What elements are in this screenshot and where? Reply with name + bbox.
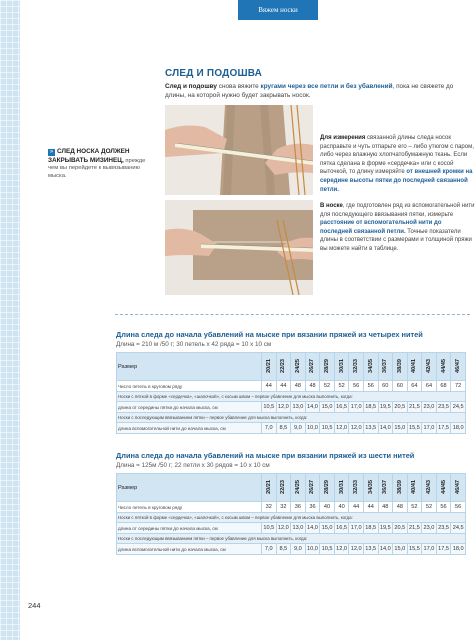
- size-header-row-cell-text: 32/33: [353, 479, 360, 494]
- table1-subtitle: Длина = 210 м /50 г; 30 петель x 42 ряда = 10 x 10 см: [116, 341, 272, 348]
- heart-heel-length-row-cell: 16,5: [334, 402, 349, 413]
- size-header-row-cell: [334, 474, 349, 502]
- stitches-row-cell: 48: [305, 381, 320, 392]
- size-header-row-cell-text: 46/47: [455, 479, 462, 494]
- heart-heel-length-row-cell: 17,0: [349, 402, 364, 413]
- heart-heel-length-row-cell: 24,5: [451, 402, 466, 413]
- heart-heel-length-row-cell: 23,5: [436, 402, 451, 413]
- stitches-row-label: Число петель в круговом ряду: [117, 381, 262, 392]
- heart-heel-length-row-cell: 24,5: [451, 523, 466, 534]
- side-tip-title: СЛЕД НОСКА ДОЛЖЕН ЗАКРЫВАТЬ МИЗИНЕЦ,: [48, 148, 130, 164]
- size-header-row: [117, 353, 466, 381]
- heart-heel-length-row-cell: 18,5: [363, 402, 378, 413]
- table2-title: Длина следа до начала убавлений на мыске при вязании пряжей из шести нитей: [116, 451, 415, 460]
- aux-thread-length-row: [117, 423, 466, 434]
- side-tip-text: прежде чем вы перейдете к вывязыванию мыска.: [48, 157, 146, 179]
- aux-thread-note-row-text: Носки с последующим ввязыванием пятки – первое убавление для мыска выполнить, когда:: [117, 534, 466, 544]
- size-header-row-cell-text: 40/41: [411, 479, 418, 494]
- stitches-row-cell: 56: [363, 381, 378, 392]
- size-header-row-cell: [363, 474, 378, 502]
- size-header-row-cell: [305, 353, 320, 381]
- size-header-row-cell-text: 44/45: [440, 479, 447, 494]
- stitches-row: [117, 381, 466, 392]
- size-header-row-cell-text: 38/39: [396, 479, 403, 494]
- size-header-row-cell: [305, 474, 320, 502]
- stitches-row-cell: 32: [276, 502, 291, 513]
- size-header-row-cell: [393, 353, 408, 381]
- aux-thread-length-row-cell: 12,0: [349, 423, 364, 434]
- heart-heel-length-row-cell: 19,5: [378, 523, 393, 534]
- heart-heel-length-row-cell: 15,0: [320, 402, 335, 413]
- stitches-row-cell: 40: [334, 502, 349, 513]
- aux-thread-length-row-cell: 14,0: [378, 544, 393, 555]
- size-header-row-cell-text: 34/35: [367, 358, 374, 373]
- heart-heel-length-row-label: длина от середины пятки до начала мыска, см: [117, 523, 262, 534]
- size-header-row-cell: [262, 474, 277, 502]
- size-header-row-cell: [378, 353, 393, 381]
- sock-blue: расстояние от вспомогательной нити до последней связанной петли.: [320, 220, 442, 235]
- stitches-row-cell: 60: [378, 381, 393, 392]
- stitches-row-cell: 44: [363, 502, 378, 513]
- size-header-row-cell-text: 30/31: [338, 479, 345, 494]
- size-header-row-cell: [334, 353, 349, 381]
- aux-thread-length-row-cell: 15,5: [407, 423, 422, 434]
- heart-heel-length-row-cell: 23,0: [422, 402, 437, 413]
- size-header-row-cell-text: 36/37: [382, 358, 389, 373]
- size-header-row-cell: [276, 474, 291, 502]
- size-header-row-cell: [436, 474, 451, 502]
- aux-thread-length-row-cell: 14,0: [378, 423, 393, 434]
- stitches-row-cell: 56: [349, 381, 364, 392]
- section-divider: [115, 314, 470, 315]
- stitches-row-cell: 44: [276, 381, 291, 392]
- heart-heel-length-row-cell: 12,0: [276, 523, 291, 534]
- aux-thread-length-row-cell: 15,0: [393, 423, 408, 434]
- measure-bold: Для измерения: [320, 135, 366, 141]
- sock-paragraph: [320, 202, 475, 254]
- heart-heel-length-row-cell: 14,0: [305, 402, 320, 413]
- size-header-row-cell: [407, 353, 422, 381]
- aux-thread-length-row-cell: 18,0: [451, 544, 466, 555]
- aux-thread-length-row-cell: 13,5: [363, 423, 378, 434]
- stitches-row-cell: 36: [291, 502, 306, 513]
- aux-thread-length-row-cell: 12,0: [334, 423, 349, 434]
- tip-marker-icon: »: [49, 149, 54, 155]
- size-header-row-cell: [393, 474, 408, 502]
- measure-blue: от внешней кромки на середине высоты пятки до последней связанной петли.: [320, 169, 473, 193]
- size-header-row-cell-text: 42/43: [425, 358, 432, 373]
- stitches-row-cell: 48: [393, 502, 408, 513]
- photo-measuring-sole-image: [165, 105, 313, 195]
- size-header-row-cell: [436, 353, 451, 381]
- size-header-row-cell: [422, 353, 437, 381]
- section-heading: СЛЕД И ПОДОШВА: [165, 68, 263, 79]
- size-header-row-cell-text: 34/35: [367, 479, 374, 494]
- size-header-row-cell: [349, 474, 364, 502]
- aux-thread-length-row-cell: 10,5: [320, 423, 335, 434]
- aux-thread-length-row-cell: 10,0: [305, 544, 320, 555]
- heart-heel-length-row-cell: 19,5: [378, 402, 393, 413]
- heart-heel-length-row-cell: 13,0: [291, 523, 306, 534]
- aux-thread-note-row: [117, 534, 466, 544]
- size-header-row: [117, 474, 466, 502]
- heart-heel-length-row-cell: 18,5: [363, 523, 378, 534]
- heart-heel-note-row-text: Носки с пяткой в форме «сердечка», «шапочкой», с косым швом – первое убавление для мыска выполнить, когда:: [117, 392, 466, 402]
- heart-heel-note-row: [117, 513, 466, 523]
- size-header-row-cell-text: 28/29: [324, 479, 331, 494]
- aux-thread-length-row-cell: 7,0: [262, 423, 277, 434]
- size-table-six-ply: [116, 473, 466, 555]
- aux-thread-note-row-text: Носки с последующим ввязыванием пятки – первое убавление для мыска выполнить, когда:: [117, 413, 466, 423]
- heart-heel-length-row-cell: 23,5: [436, 523, 451, 534]
- intro-paragraph: [165, 82, 465, 100]
- aux-thread-length-row-cell: 13,5: [363, 544, 378, 555]
- size-header-row-cell-text: 46/47: [455, 358, 462, 373]
- size-table-four-ply: [116, 352, 466, 434]
- aux-thread-length-row-cell: 18,0: [451, 423, 466, 434]
- heart-heel-length-row-cell: 14,0: [305, 523, 320, 534]
- aux-thread-length-row-cell: 12,0: [349, 544, 364, 555]
- aux-thread-length-row-cell: 17,0: [422, 544, 437, 555]
- size-header-row-cell-text: 38/39: [396, 358, 403, 373]
- heart-heel-length-row-label: длина от середины пятки до начала мыска, см: [117, 402, 262, 413]
- aux-thread-length-row-cell: 8,5: [276, 544, 291, 555]
- photo-measuring-sole: [165, 105, 313, 195]
- heart-heel-length-row-cell: 23,0: [422, 523, 437, 534]
- stitches-row-label: Число петель в круговом ряду: [117, 502, 262, 513]
- size-header-row-cell-text: 28/29: [324, 358, 331, 373]
- aux-thread-length-row-cell: 9,0: [291, 423, 306, 434]
- size-header-row-label: Размер: [117, 474, 262, 502]
- aux-thread-length-row-cell: 17,0: [422, 423, 437, 434]
- stitches-row-cell: 64: [422, 381, 437, 392]
- size-header-row-cell: [291, 353, 306, 381]
- aux-thread-length-row-cell: 9,0: [291, 544, 306, 555]
- page: [20, 0, 475, 640]
- stitches-row: [117, 502, 466, 513]
- size-header-row-cell-text: 40/41: [411, 358, 418, 373]
- stitches-row-cell: 44: [349, 502, 364, 513]
- size-header-row-cell: [320, 474, 335, 502]
- size-header-row-cell-text: 24/25: [294, 358, 301, 373]
- stitches-row-cell: 72: [451, 381, 466, 392]
- size-header-row-cell: [451, 474, 466, 502]
- measure-text: связанной длины следа носок расправьте и чуть отпарьте его – либо утюгом с паром, либо через влажную хлопчатобумажную ткань. Если пятка сделана в форме «сердечка» или с косой выточкой, то длину измеряйте: [320, 135, 474, 176]
- size-header-row-cell-text: 44/45: [440, 358, 447, 373]
- aux-thread-length-row: [117, 544, 466, 555]
- size-header-row-cell-text: 36/37: [382, 479, 389, 494]
- heart-heel-length-row-cell: 21,5: [407, 402, 422, 413]
- measure-paragraph: [320, 134, 475, 194]
- stitches-row-cell: 36: [305, 502, 320, 513]
- aux-thread-length-row-label: длина вспомогательной нити до начала мыска, см: [117, 423, 262, 434]
- aux-thread-length-row-cell: 10,0: [305, 423, 320, 434]
- heart-heel-length-row-cell: 21,5: [407, 523, 422, 534]
- size-header-row-cell-text: 20/21: [265, 479, 272, 494]
- aux-thread-length-row-cell: 8,5: [276, 423, 291, 434]
- heart-heel-length-row: [117, 402, 466, 413]
- size-header-row-cell: [349, 353, 364, 381]
- stitches-row-cell: 68: [436, 381, 451, 392]
- heart-heel-length-row-cell: 20,5: [393, 523, 408, 534]
- heart-heel-length-row-cell: 12,0: [276, 402, 291, 413]
- size-header-row-cell-text: 26/27: [309, 358, 316, 373]
- stitches-row-cell: 56: [436, 502, 451, 513]
- stitches-row-cell: 52: [334, 381, 349, 392]
- heart-heel-length-row-cell: 17,0: [349, 523, 364, 534]
- size-header-row-cell: [378, 474, 393, 502]
- stitches-row-cell: 52: [422, 502, 437, 513]
- heart-heel-length-row-cell: 20,5: [393, 402, 408, 413]
- section-tab: Вяжем носки: [238, 0, 318, 20]
- heart-heel-length-row-cell: 16,5: [334, 523, 349, 534]
- photo-measuring-aux-thread-image: [165, 200, 313, 295]
- stitches-row-cell: 40: [320, 502, 335, 513]
- intro-text-1: снова вяжите: [216, 83, 261, 90]
- photo-measuring-aux-thread: [165, 200, 313, 295]
- aux-thread-length-row-cell: 10,5: [320, 544, 335, 555]
- stitches-row-cell: 52: [320, 381, 335, 392]
- heart-heel-length-row-cell: 10,5: [262, 402, 277, 413]
- size-header-row-cell: [291, 474, 306, 502]
- size-header-row-cell: [262, 353, 277, 381]
- size-header-row-cell-text: 22/23: [280, 358, 287, 373]
- size-header-row-cell-text: 22/23: [280, 479, 287, 494]
- stitches-row-cell: 60: [393, 381, 408, 392]
- size-header-row-cell-text: 30/31: [338, 358, 345, 373]
- stitches-row-cell: 64: [407, 381, 422, 392]
- aux-thread-length-row-cell: 12,0: [334, 544, 349, 555]
- intro-text-2: , пока не свяжете до длины, на которой нужно будет закрывать носок.: [165, 83, 454, 99]
- heart-heel-length-row-cell: 13,0: [291, 402, 306, 413]
- size-header-row-cell-text: 24/25: [294, 479, 301, 494]
- stitches-row-cell: 48: [291, 381, 306, 392]
- size-header-row-cell: [422, 474, 437, 502]
- aux-thread-length-row-cell: 15,0: [393, 544, 408, 555]
- stitches-row-cell: 32: [262, 502, 277, 513]
- size-header-row-cell: [363, 353, 378, 381]
- size-header-row-cell-text: 42/43: [425, 479, 432, 494]
- size-header-row-cell: [276, 353, 291, 381]
- size-header-row-cell-text: 26/27: [309, 479, 316, 494]
- aux-thread-length-row-label: длина вспомогательной нити до начала мыска, см: [117, 544, 262, 555]
- sock-bold: В носке: [320, 203, 343, 209]
- aux-thread-length-row-cell: 17,5: [436, 544, 451, 555]
- aux-thread-length-row-cell: 7,0: [262, 544, 277, 555]
- aux-thread-length-row-cell: 17,5: [436, 423, 451, 434]
- size-header-row-cell: [451, 353, 466, 381]
- intro-bold-1: След и подошву: [165, 83, 217, 90]
- heart-heel-length-row-cell: 10,5: [262, 523, 277, 534]
- size-header-row-cell: [407, 474, 422, 502]
- stitches-row-cell: 52: [407, 502, 422, 513]
- heart-heel-length-row: [117, 523, 466, 534]
- size-header-row-cell-text: 32/33: [353, 358, 360, 373]
- table1-title: Длина следа до начала убавлений на мыске при вязании пряжей из четырех нитей: [116, 330, 423, 339]
- table2-subtitle: Длина = 125м /50 г; 22 петли x 30 рядов = 10 x 10 см: [116, 462, 270, 469]
- size-header-row-cell-text: 20/21: [265, 358, 272, 373]
- heart-heel-note-row-text: Носки с пяткой в форме «сердечка», «шапочкой», с косым швом – первое убавление для мыска выполнить, когда:: [117, 513, 466, 523]
- sock-text-2: Точные показатели длины в соответствии с размерами и толщиной пряжи вы можете найти в таблице.: [320, 228, 472, 252]
- stitches-row-cell: 48: [378, 502, 393, 513]
- page-number: 244: [28, 601, 41, 610]
- side-tip: [48, 148, 148, 180]
- stitches-row-cell: 44: [262, 381, 277, 392]
- heart-heel-note-row: [117, 392, 466, 402]
- aux-thread-note-row: [117, 413, 466, 423]
- intro-bold-2: кругами через все петли и без убавлений: [260, 83, 393, 90]
- heart-heel-length-row-cell: 15,0: [320, 523, 335, 534]
- sock-text-1: , где подготовлен ряд из вспомогательной нити для последующего ввязывания пятки, измерьте: [320, 203, 475, 218]
- size-header-row-cell: [320, 353, 335, 381]
- stitches-row-cell: 56: [451, 502, 466, 513]
- aux-thread-length-row-cell: 15,5: [407, 544, 422, 555]
- size-header-row-label: Размер: [117, 353, 262, 381]
